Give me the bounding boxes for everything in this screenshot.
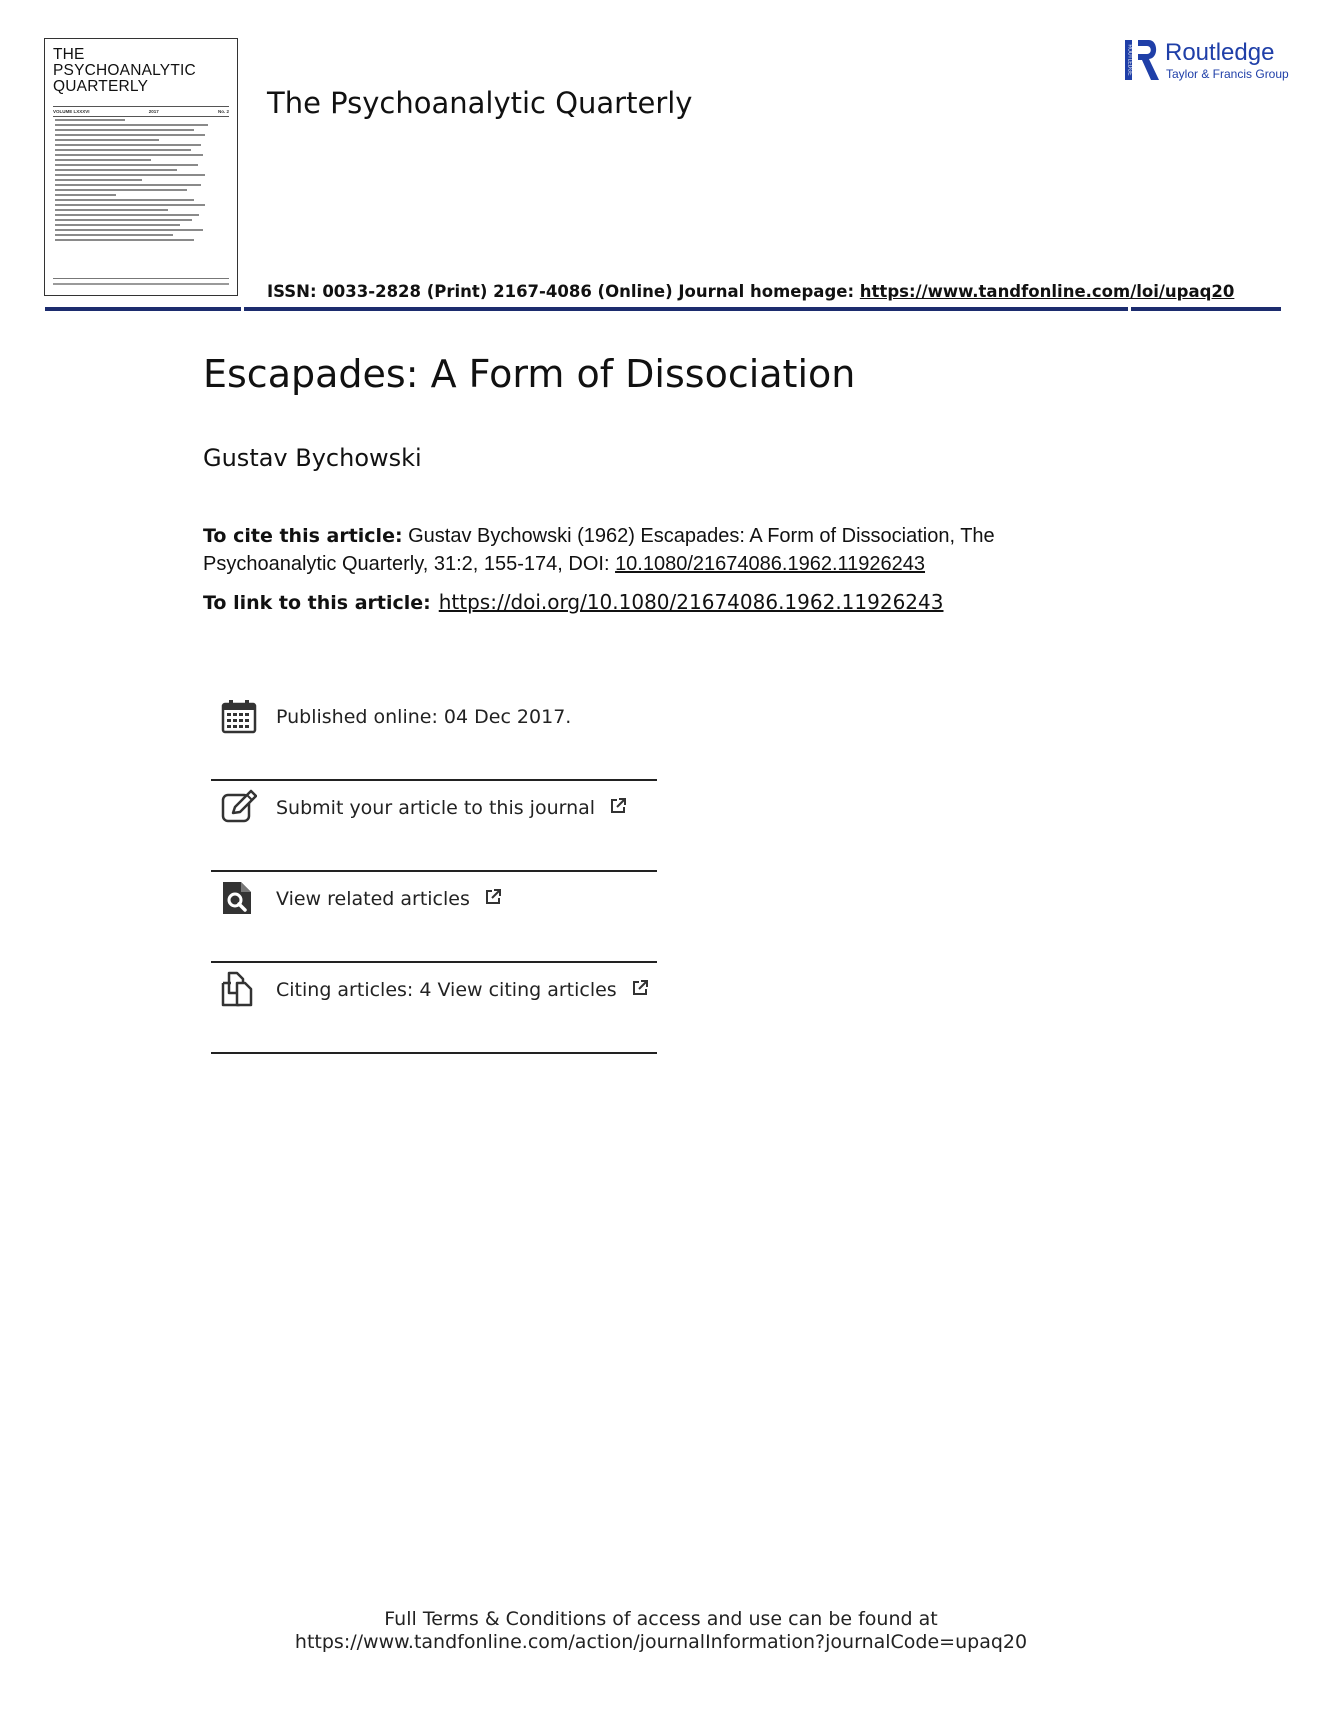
article-info-list [211,690,657,1054]
related-articles-link[interactable] [276,888,502,910]
cover-title-line: PSYCHOANALYTIC [53,62,196,79]
copy-icon [221,971,257,1007]
journal-name: The Psychoanalytic Quarterly [267,86,693,120]
doi-link[interactable]: 10.1080/21674086.1962.11926243 [615,553,926,575]
external-link-icon [631,979,649,997]
article-link-block [203,590,943,614]
related-articles-item[interactable] [211,872,657,961]
header-rule [1131,307,1281,311]
cover-number: No. 2 [217,109,229,114]
divider [211,1052,657,1054]
published-online-text: Published online: 04 Dec 2017. [276,706,572,728]
external-link-icon [609,797,627,815]
search-document-icon [221,880,257,916]
cover-volume: VOLUME LXXXVI [53,109,90,114]
cover-title [53,47,196,95]
header-rule [244,307,1128,311]
cover-title-line: QUARTERLY [53,78,149,95]
article-title: Escapades: A Form of Dissociation [203,352,856,396]
publisher-group: Taylor & Francis Group [1166,67,1289,81]
routledge-wordmark: Routledge [1165,39,1275,66]
journal-cover-thumbnail [44,38,238,296]
terms-footer [0,1608,1322,1654]
related-articles-text: View related articles [276,888,470,910]
citing-articles-text: Citing articles: 4 View citing articles [276,979,617,1001]
published-online-item [211,690,657,779]
cover-divider [53,116,229,117]
cover-contents [55,119,229,244]
article-doi-url[interactable]: https://doi.org/10.1080/21674086.1962.11926243 [438,590,944,614]
link-label: To link to this article: [203,592,431,614]
external-link-icon [484,888,502,906]
calendar-icon [221,698,257,734]
citation-block [203,522,1103,578]
routledge-logo [1125,38,1289,86]
cover-year: 2017 [148,109,159,114]
article-author: Gustav Bychowski [203,444,422,472]
issn-text: ISSN: 0033-2828 (Print) 2167-4086 (Online) Journal homepage: [267,282,860,301]
terms-url[interactable]: https://www.tandfonline.com/action/journalInformation?journalCode=upaq20 [294,1631,1028,1653]
cite-text: Gustav Bychowski (1962) Escapades: A Form of Dissociation, The Psychoanalytic Quarterly, 31:2, 155-174, DOI: [203,525,995,575]
terms-text: Full Terms & Conditions of access and use can be found at [384,1608,938,1630]
cover-footer-rule [53,278,229,279]
issn-line [267,282,1234,301]
citing-articles-item[interactable] [211,963,657,1052]
cover-title-line: THE [53,46,85,63]
header-rule [45,307,241,311]
journal-homepage-link[interactable]: https://www.tandfonline.com/loi/upaq20 [859,282,1235,301]
cover-meta [53,109,229,114]
cover-divider [53,106,229,107]
routledge-r-icon [1125,38,1161,84]
submit-article-text: Submit your article to this journal [276,797,596,819]
citing-articles-link[interactable] [276,979,649,1001]
svg-text:ROUTLEDGE: ROUTLEDGE [1126,44,1133,76]
cover-footer-text [53,283,229,285]
submit-article-item[interactable] [211,781,657,870]
edit-icon [221,789,257,825]
submit-article-link[interactable] [276,797,627,819]
cite-label: To cite this article: [203,525,403,547]
